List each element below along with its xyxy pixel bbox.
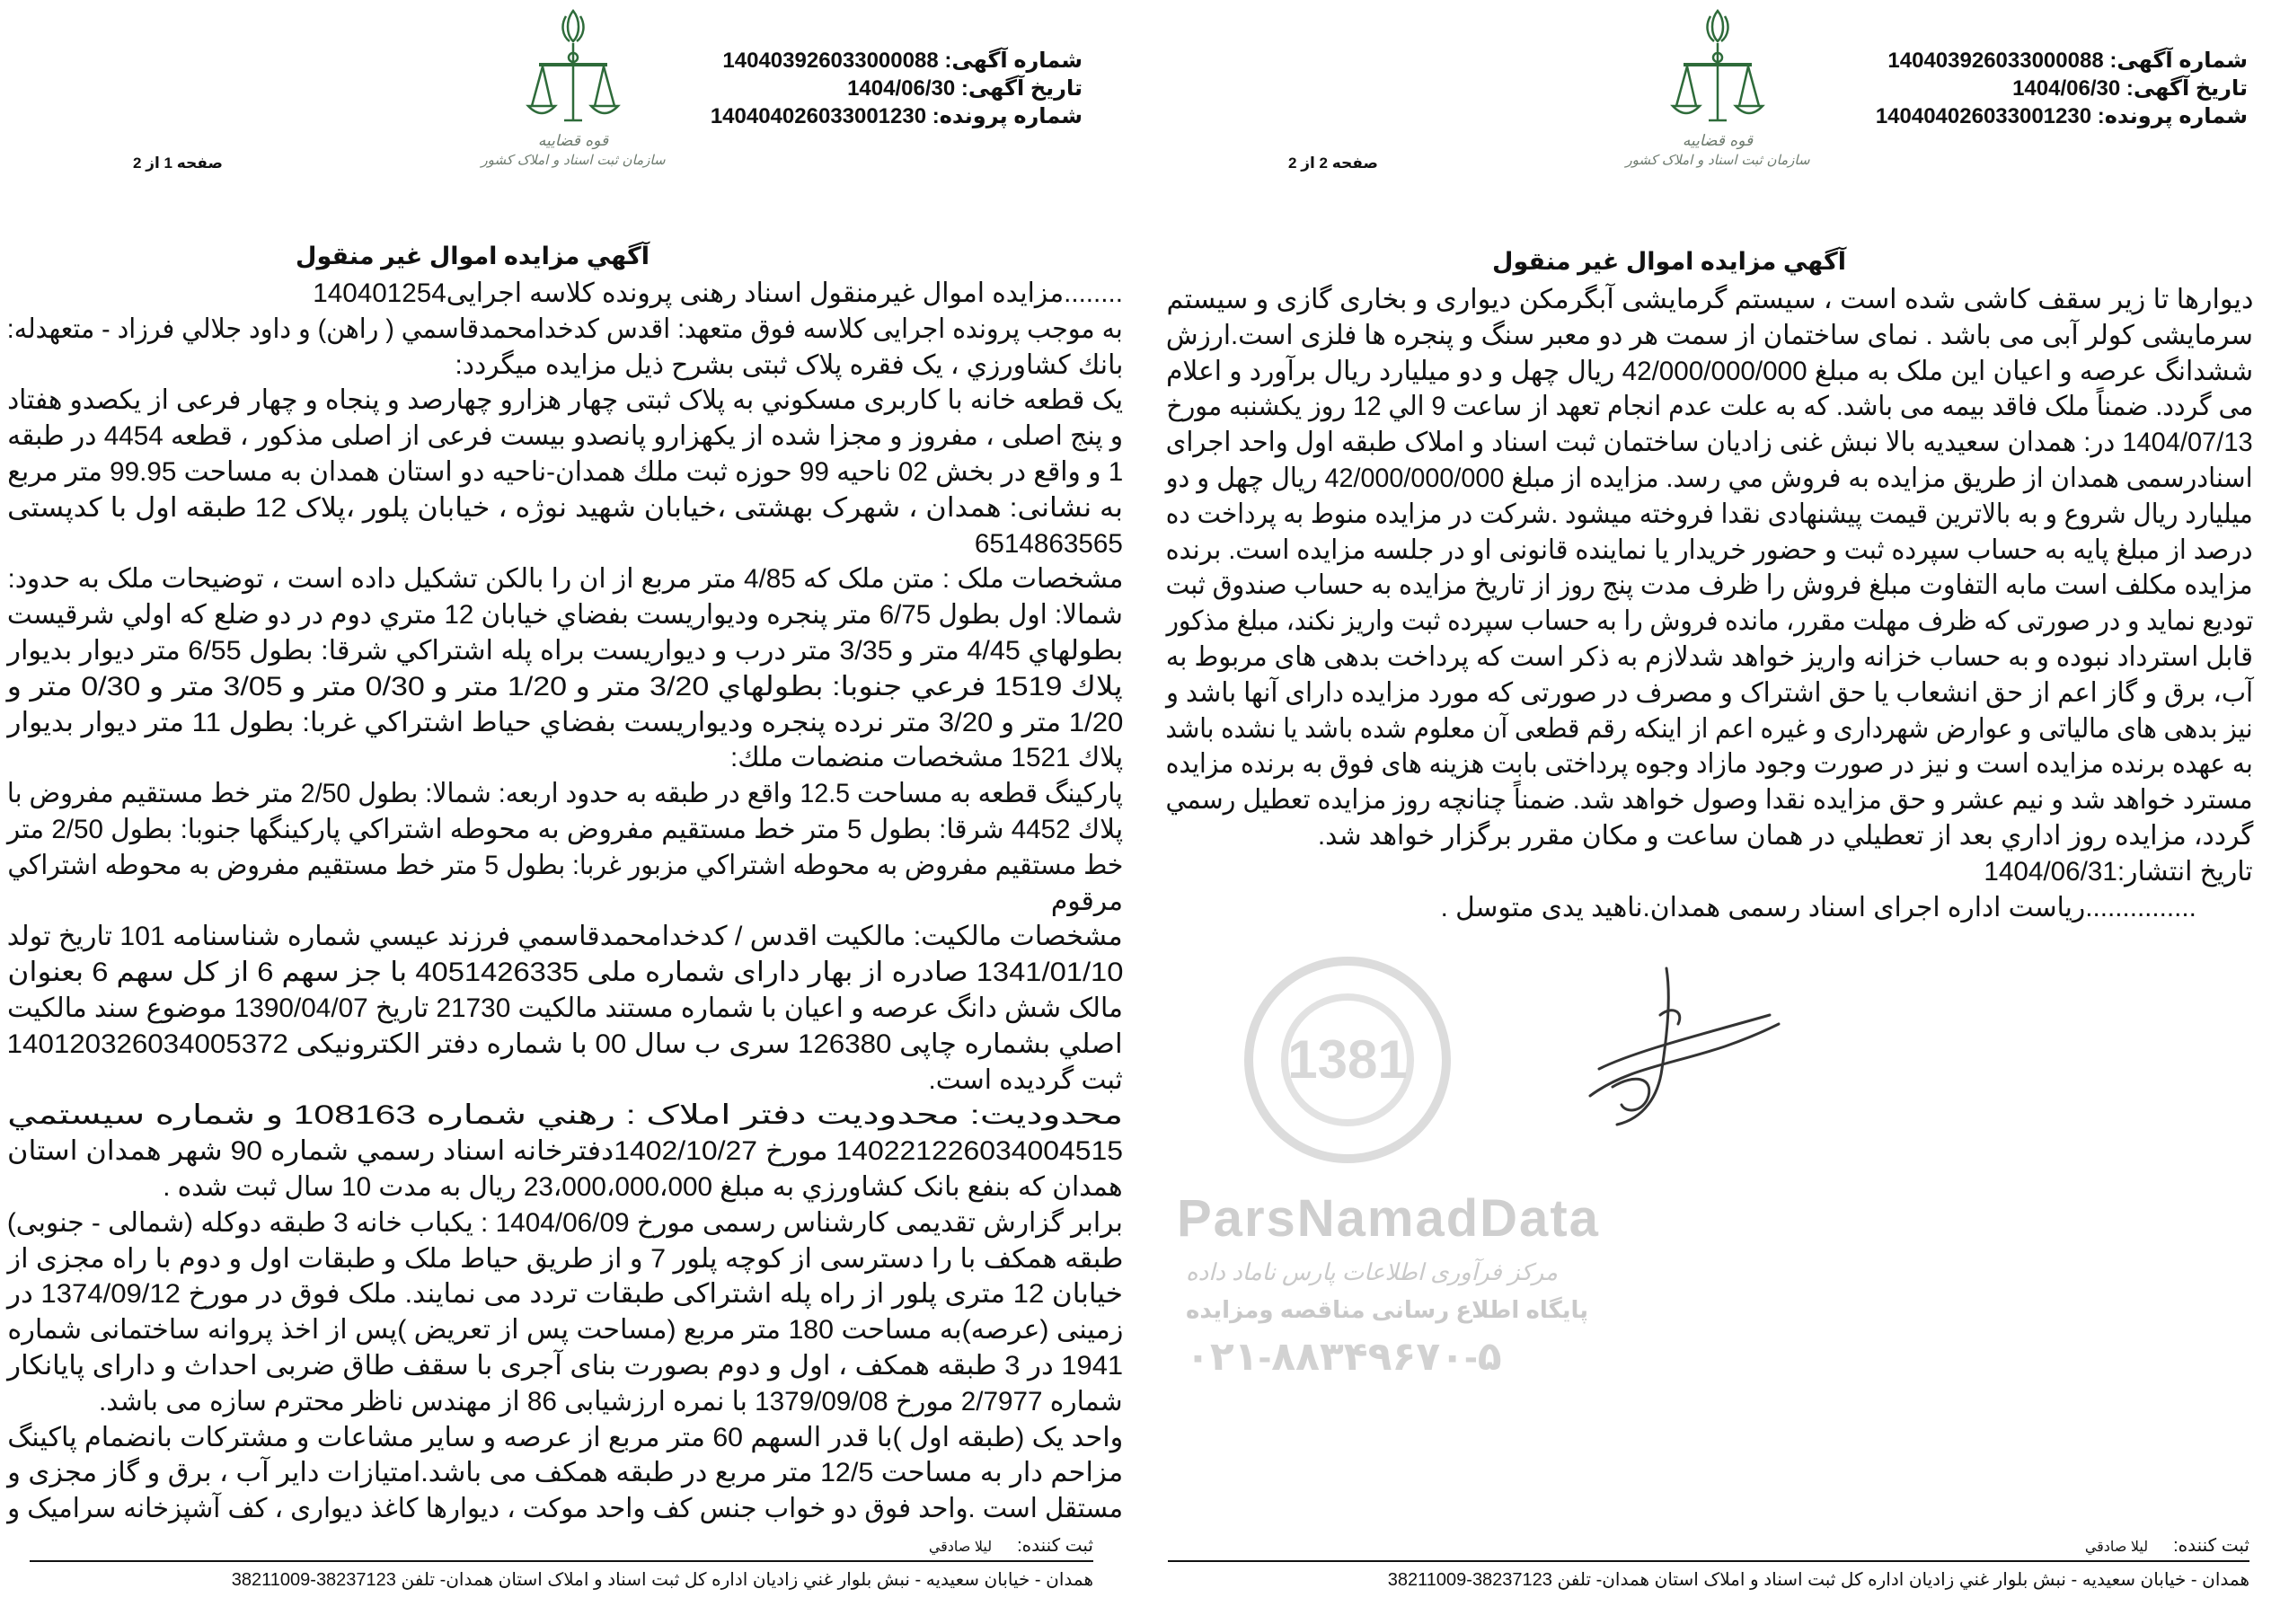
body-line — [1166, 675, 2253, 711]
body-line — [7, 1027, 1123, 1063]
body-line-text: قابل استرداد نبوده و به حساب خزانه واریز خواهد شدلازم به ذکر است که پرداخت بدهی های مربوط به — [1166, 641, 2253, 672]
notice-body — [1166, 282, 2253, 925]
body-line — [7, 419, 1123, 455]
body-line-text: ........مزایده اموال غیرمنقول اسناد رهنی پرونده کلاسه اجرایی140401254 — [313, 278, 1123, 308]
body-line-text: مشخصات مالکیت: مالکیت اقدس / کدخدامحمدقاسمي فرزند عيسي شماره شناسنامه 101 تاريخ تولد — [7, 922, 1123, 952]
body-line — [1166, 533, 2253, 569]
body-line-text: مزایده مکلف است مابه التفاوت مبلغ فروش را ظرف مدت پنج روز از تاریخ مزایده به حساب صندوق ثبت — [1166, 570, 2253, 601]
body-line-text: 1341/01/10 صادره از بهار دارای شماره ملی 4051426335 با جز سهم 6 از کل سهم 6 بعنوان — [7, 958, 1123, 988]
case-number-label: شماره پرونده: — [932, 104, 1083, 128]
watermark — [1177, 943, 1446, 1177]
judiciary-logo — [474, 5, 672, 207]
scales-of-justice-icon — [519, 5, 627, 131]
body-line-text: شماره 2/7977 مورخ 1379/09/08 با نمره ارزشیابی 86 از مهندس ناظر محترم سازه می باشد. — [99, 1386, 1123, 1417]
body-line — [1166, 711, 2253, 747]
watermark-line2: پایگاه اطلاع رسانی مناقصه ومزایده — [1186, 1296, 1589, 1323]
body-line-text: واحد یک (طبقه اول )با قدر السهم 60 متر مربع از عرصه و سایر مشاعات و مشترکات بانضمام پاکینگ — [7, 1422, 1123, 1452]
registrar-label: ثبت کننده: — [2173, 1536, 2249, 1556]
ad-number-label: شماره آگهی: — [2109, 49, 2248, 73]
body-line-text: زمینی (عرصه)به مساحت 180 متر مربع (مساحت پس از تعریض )پس از اخذ پروانه ساختمانی شماره — [7, 1315, 1123, 1346]
body-line — [7, 312, 1123, 348]
body-line — [1166, 318, 2253, 354]
judiciary-logo — [1619, 5, 1816, 207]
registrar — [929, 1534, 1093, 1557]
body-line — [7, 1205, 1123, 1241]
body-line — [7, 919, 1123, 955]
body-line-text: بطولهاي 4/45 متر و 3/35 متر درب و ديواريست براه پله اشتراکي شرقا: بطول 6/55 متر ديوار بديوار — [7, 635, 1123, 666]
body-line — [1166, 640, 2253, 675]
registrar-label: ثبت کننده: — [1017, 1536, 1093, 1556]
body-line — [1166, 461, 2253, 497]
logo-text-organization: سازمان ثبت اسناد و املاک کشور — [1625, 152, 1810, 168]
body-line — [7, 348, 1123, 384]
body-line — [7, 1169, 1123, 1205]
body-line — [7, 561, 1123, 597]
registrar — [2085, 1534, 2249, 1557]
ad-date-label: تاریخ آگهی: — [960, 76, 1083, 101]
body-line-text: توديع نماید و در صورتی که ظرف مهلت مقرر، مانده فروش را به حساب سپرده ثبت واریز نکند، مبلغ مذکور — [1166, 606, 2253, 637]
ad-number: 140403926033000088 — [1887, 49, 2104, 73]
body-line — [7, 1063, 1123, 1099]
watermark-seal-icon — [1213, 943, 1482, 1177]
notice-title: آگهي مزايده اموال غير منقول — [296, 243, 650, 269]
body-line-text: سرمایشی کولر آبی می باشد . نمای ساختمان از سمت هر دو معبر سنگ و پنجره ها فلزی است.ارزش — [1166, 320, 2253, 350]
body-line — [7, 597, 1123, 633]
body-line — [1166, 282, 2253, 318]
signature-icon — [1581, 961, 1788, 1132]
body-line — [7, 526, 1123, 562]
body-line — [1166, 389, 2253, 425]
body-line-text: خیابان 12 متری پلور از راه پله اشتراکی طبقات تردد می نمایند. ملک فوق در مورخ 1374/09/12 در — [7, 1279, 1123, 1310]
body-line-text: 140221226034004515 مورخ 1402/10/27دفترخانه اسناد رسمي شماره 90 شهر همدان استان — [7, 1136, 1123, 1167]
body-line-text: به نشانی: همدان ، شهرک بهشتی ،خیابان شهید نوژه ، خیابان پلور ،پلاک 12 طبقه اول با کدپستی — [7, 492, 1123, 523]
body-line — [7, 1491, 1123, 1527]
watermark-phone: ۰۲۱-۸۸۳۴۹۶۷۰-۵ — [1186, 1335, 1502, 1379]
body-line — [7, 1241, 1123, 1277]
body-line — [7, 1348, 1123, 1384]
ad-number-label: شماره آگهی: — [944, 49, 1083, 73]
body-line-text: خط مستقيم مفروض به محوطه اشتراکي مزبور غربا: بطول 5 متر خط مستقيم مفروض به محوطه اشتراکي — [7, 850, 1123, 880]
body-line — [7, 1384, 1123, 1420]
logo-text-organization: سازمان ثبت اسناد و املاک کشور — [481, 152, 666, 168]
ad-date: 1404/06/30 — [847, 76, 956, 101]
ad-header — [1876, 47, 2248, 130]
body-line-text: 1/20 متر و 3/20 متر نرده پنجره وديواريست بفضاي حياط اشتراکي غربا: بطول 11 متر ديوار بديوار — [6, 707, 1123, 737]
page-number: صفحه 2 از 2 — [1288, 154, 1378, 172]
case-number: 140404026033001230 — [1875, 104, 2092, 128]
ad-date-row — [1876, 75, 2248, 102]
body-line — [7, 1098, 1123, 1134]
page-number: صفحه 1 از 2 — [133, 154, 223, 172]
body-line-text: آب، برق و گاز اعم از حق انشعاب یا حق اشتراک و مصرف در صورتی که مورد مزایده دارای آنها باشد و — [1166, 677, 2253, 708]
watermark-brand: ParsNamadData — [1177, 1189, 1600, 1248]
case-number: 140404026033001230 — [710, 104, 927, 128]
body-line-text: ششدانگ عرصه و اعیان این ملک به مبلغ 42/000/000/000 ریال چهل و دو میلیارد ریال برآورد و اعلام — [1166, 356, 2253, 386]
body-line-text: مسترد خواهد شد و نیم عشر و حق مزایده نقدا وصول خواهد شد. ضمناً چنانچه روز مزایده تعطیل رسمي — [1166, 785, 2253, 816]
ad-date: 1404/06/30 — [2012, 76, 2121, 101]
body-line-text: 1941 در 3 طبقه همکف ، اول و دوم بصورت بنای آجری با سقف طاق ضربی احداث و دارای پایانکار — [7, 1350, 1123, 1381]
body-line — [1166, 782, 2253, 818]
body-line — [1166, 604, 2253, 640]
body-line — [7, 383, 1123, 419]
watermark-line1: مرکز فرآوری اطلاعات پارس ناماد داده — [1186, 1258, 1558, 1285]
body-line-text: 6514863565 — [975, 528, 1123, 559]
body-line — [7, 705, 1123, 741]
notice-title: آگهي مزايده اموال غير منقول — [1492, 248, 1846, 275]
body-line-text: ...............ریاست اداره اجرای اسناد رسمی همدان.ناهید یدی متوسل . — [1440, 892, 2196, 922]
registrar-name: لیلا صادقي — [928, 1540, 993, 1555]
watermark-seal-number: 1381 — [1287, 1029, 1408, 1090]
body-line — [7, 884, 1123, 920]
ad-header — [711, 47, 1083, 130]
body-line — [1166, 818, 2253, 854]
body-line-text: همدان که بنفع بانک کشاورزي به مبلغ 23،000،000،000 ريال به مدت 10 سال ثبت شده . — [163, 1171, 1123, 1202]
body-line-text: پلاك 1519 فرعي جنوبا: بطولهاي 3/20 متر و 1/20 متر و 0/30 متر و 3/05 متر و 0/30 متر و — [7, 671, 1123, 702]
body-line — [7, 1276, 1123, 1312]
registrar-name: لیلا صادقي — [2084, 1540, 2149, 1555]
body-line — [1166, 568, 2253, 604]
body-line-text: محدودیت: محدوديت دفتر املاک : رهني شماره 108163 و شماره سيستمي — [7, 1100, 1123, 1131]
footer-address: همدان - خیابان سعیدیه - نبش بلوار غني زادیان اداره کل ثبت اسناد و املاک استان همدان- تلفن 38237123-38211009 — [1387, 1570, 2249, 1590]
case-number-label: شماره پرونده: — [2097, 104, 2248, 128]
footer-address: همدان - خیابان سعیدیه - نبش بلوار غني زادیان اداره کل ثبت اسناد و املاک استان همدان- تلفن 38237123-38211009 — [231, 1570, 1093, 1590]
body-line-text: تاریخ انتشار:1404/06/31 — [1984, 856, 2253, 887]
body-line — [7, 848, 1123, 884]
body-line-text: مشخصات ملک : متن ملک که 4/85 متر مربع از ان را بالکن تشکیل داده است ، توضیحات ملک به حدود: — [7, 564, 1123, 595]
body-line-text: دیوارها تا زیر سقف کاشی شده است ، سیستم گرمایشی آبگرمکن دیواری و بخاری گازی و سیستم — [1166, 285, 2253, 314]
case-number-row — [1876, 102, 2248, 130]
body-line-text: گردد، مزایده روز اداري بعد از تعطیلي در همان ساعت و مکان مقرر برگزار خواهد شد. — [1317, 820, 2253, 851]
body-line-text: اصلي بشماره چاپی 126380 سری ب سال 00 با شماره دفتر الکترونیکی 140120326034005372 — [7, 1028, 1123, 1059]
ad-date-row — [711, 75, 1083, 102]
body-line — [7, 633, 1123, 669]
body-line-text: اسنادرسمی همدان از طریق مزایده به فروش مي رسد. مزایده از مبلغ 42/000/000/000 ریال چهل و دو — [1166, 463, 2253, 493]
body-line — [7, 740, 1123, 776]
logo-text-judiciary: قوه قضاییه — [537, 132, 609, 150]
body-line-text: یک قطعه خانه با کاربری مسکوني به پلاک ثبتی چهار هزارو چهارصد و پنجاه و چهار فرعی از یکصدو هفتاد — [7, 385, 1123, 416]
body-line-text: مستقل است .واحد فوق دو خواب جنس کف واحد موکت ، دیوارها کاغذ دیواری ، کف آشپزخانه سرامیک و — [7, 1494, 1123, 1524]
ad-number-row — [711, 47, 1083, 75]
body-line-text: برابر گزارش تقدیمی کارشناس رسمی مورخ 1404/06/09 : یکباب خانه 3 طبقه دوکله (شمالی - جنوبی) — [7, 1207, 1123, 1238]
footer-divider — [1168, 1560, 2249, 1562]
ad-date-label: تاریخ آگهی: — [2126, 76, 2248, 101]
body-line — [7, 776, 1123, 812]
body-line-text: پلاك 4452 شرقا: بطول 5 متر خط مستقيم مفروض به محوطه اشتراکي پارکينگها جنوبا: بطول 2/50 متر — [7, 814, 1123, 844]
signatory — [1166, 890, 2253, 926]
body-line-text: 1404/07/13 در: همدان سعیدیه بالا نبش غنی زادیان ساختمان ثبت اسناد و املاک طبقه اول واحد اجرای — [1166, 428, 2253, 458]
publish-date — [1166, 854, 2253, 890]
body-line — [7, 1455, 1123, 1491]
body-line — [1166, 354, 2253, 390]
ad-number-row — [1876, 47, 2248, 75]
body-line-text: میلیارد ریال شروع و به بالاترین قیمت پیشنهادی نقدا فروخته میشود .شرکت در مزایده منوط به پرداخت ده — [1166, 499, 2253, 529]
body-line — [7, 1420, 1123, 1456]
body-line-text: به موجب پرونده اجرایی کلاسه فوق متعهد: اقدس کدخدامحمدقاسمي ( راهن) و داود جلالي فرزاد - متعهدله: — [7, 313, 1123, 344]
body-line — [1166, 497, 2253, 533]
body-line-text: مزاحم دار به مساحت 12/5 متر مربع در طبقه همکف می باشد.امتیازات دایر آب ، برق و گاز مجزی و — [7, 1458, 1123, 1488]
body-line-text: به عهده برنده مزایده است و نیز در صورت وجود مازاد وجوه پرداختی بابت هزینه های فوق به برنده مزایده — [1166, 749, 2253, 780]
body-line — [7, 1134, 1123, 1169]
body-line-text: مالک شش دانگ عرصه و اعیان با شماره مستند مالکیت 21730 تاریخ 1390/04/07 موضوع سند مالکیت — [7, 993, 1123, 1023]
body-line-text: 1 و واقع در بخش 02 ناحیه 99 حوزه ثبت ملك همدان-ناحیه دو استان همدان به مساحت 99.95 متر مربع — [7, 456, 1123, 487]
body-line-text: ثبت گردیده است. — [928, 1064, 1123, 1095]
footer-divider — [30, 1560, 1093, 1562]
body-line-text: درصد از مبلغ پایه به حساب سپرده ثبت و حضور خریدار یا نماینده قانونی او در جلسه مزایده است. برنده — [1166, 534, 2253, 565]
scales-of-justice-icon — [1664, 5, 1772, 131]
body-line — [7, 490, 1123, 526]
body-line-text: بانك کشاورزي ، یک فقره پلاک ثبتی بشرح ذیل مزایده میگردد: — [455, 349, 1123, 380]
body-line-text: شمالا: اول بطول 6/75 متر پنجره وديواريست بفضاي خيابان 12 متري دوم در دو ضلع که اولي شرقيست — [7, 600, 1123, 631]
body-line-text: طبقه همکف با را دسترسی از کوچه پلور 7 و از طریق حیاط ملک و طبقات اول و دوم با راه مجزی از — [7, 1243, 1123, 1274]
case-number-row — [711, 102, 1083, 130]
body-line — [7, 455, 1123, 490]
body-line — [1166, 746, 2253, 782]
body-line — [7, 991, 1123, 1027]
body-line-text: و پنج اصلی ، مفروز و مجزا شده از یکهزارو پانصدو بیست فرعی از اصلی مذکور ، قطعه 4454 در طبقه — [7, 421, 1124, 452]
logo-text-judiciary: قوه قضاییه — [1682, 132, 1754, 150]
body-line — [7, 669, 1123, 705]
body-line — [7, 1312, 1123, 1348]
notice-body — [7, 276, 1123, 1527]
body-line-text: پلاك 1521 مشخصات منضمات ملك: — [729, 743, 1123, 773]
body-line — [1166, 425, 2253, 461]
body-line-text: مرقوم — [1050, 886, 1123, 916]
body-line — [7, 955, 1123, 991]
body-line-text: پارکینگ قطعه به مساحت 12.5 واقع در طبقه به حدود اربعه: شمالا: بطول 2/50 متر خط مستقیم مفروض با — [7, 779, 1123, 809]
body-line-text: نیز بدهی های مالیاتی و عوارض شهرداری و غیره اعم از اینکه رقم قطعی آن معلوم شده باشد یا نشده باشد — [1166, 713, 2253, 744]
body-line — [7, 812, 1123, 848]
ad-number: 140403926033000088 — [722, 49, 939, 73]
body-line-text: می گردد. ضمناً ملک فاقد بیمه می باشد. که به علت عدم انجام تعهد از ساعت 9 الي 12 روز یکشنبه مورخ — [1166, 392, 2253, 422]
body-line — [7, 276, 1123, 312]
